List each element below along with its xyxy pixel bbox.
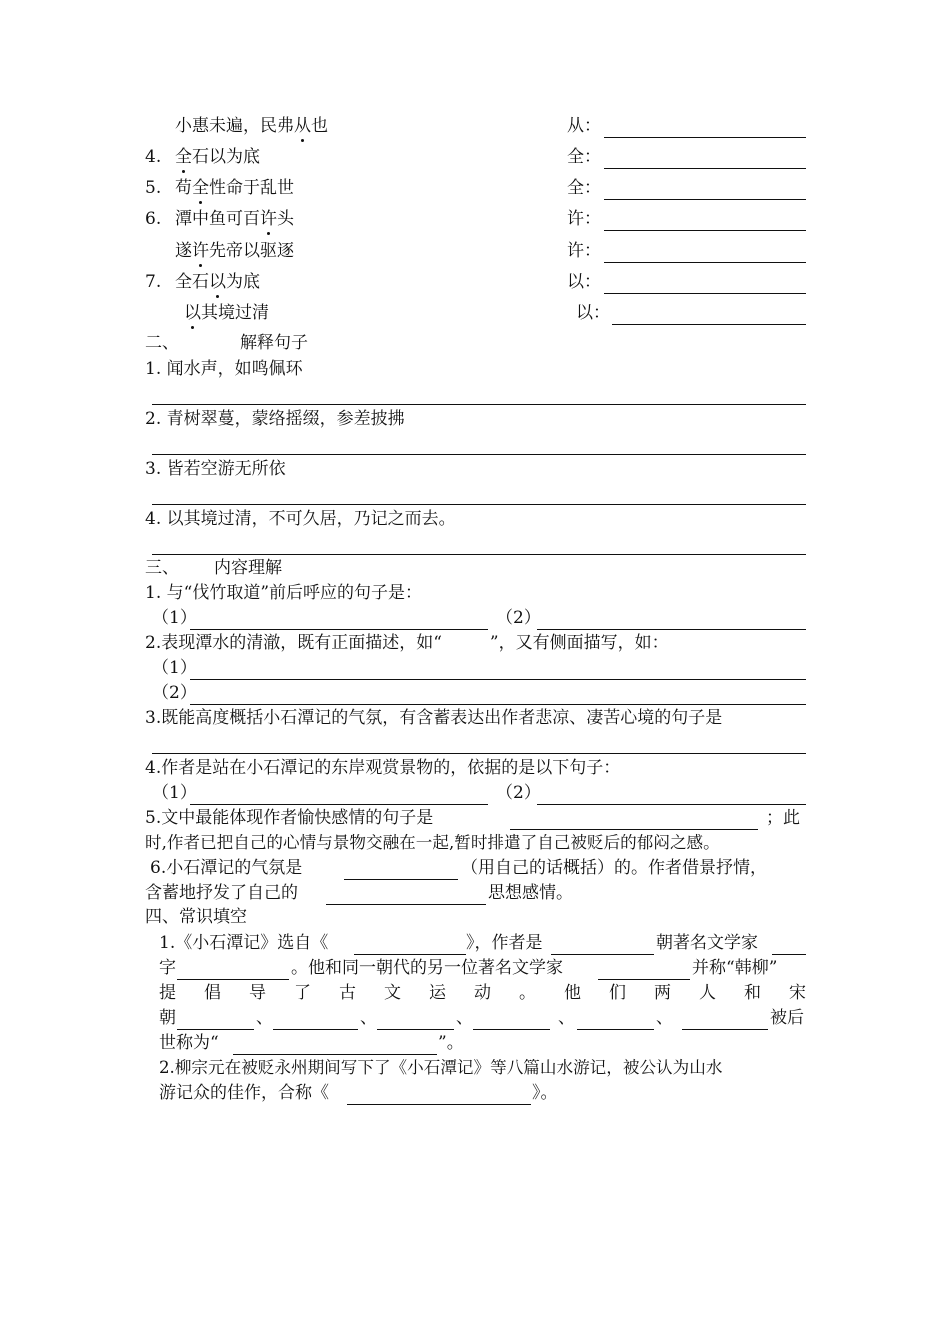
question-text: （用自己的话概括）的。作者借景抒情， — [461, 858, 767, 878]
answer-blank[interactable] — [577, 1029, 654, 1030]
question-text: 》，作者是 — [466, 933, 543, 953]
justified-char: 们 — [609, 983, 626, 1003]
question-text: 世称为“ — [159, 1033, 219, 1053]
answer-line[interactable] — [190, 629, 488, 630]
question-text: 2.柳宗元在被贬永州期间写下了《小石潭记》等八篇山水游记，被公认为山水 — [159, 1058, 723, 1077]
answer-line[interactable] — [152, 753, 806, 754]
question-text: 被后 — [770, 1008, 804, 1028]
answer-blank[interactable] — [604, 137, 806, 138]
word-sentence: 以其境过清 — [184, 303, 269, 323]
answer-line[interactable] — [152, 404, 806, 405]
word-sentence: 全石以为底 — [175, 147, 260, 167]
answer-line[interactable] — [326, 904, 486, 905]
item-number: 4. — [145, 147, 162, 167]
question-text: 6.小石潭记的气氛是 — [150, 858, 303, 878]
word-label: 许： — [567, 241, 601, 261]
question-text: 》。 — [532, 1083, 558, 1103]
item-number: 6. — [145, 209, 162, 229]
answer-blank[interactable] — [473, 1029, 550, 1030]
answer-line[interactable] — [190, 704, 806, 705]
part-label: （2） — [496, 783, 541, 803]
question-text: 1. 与“伐竹取道”前后呼应的句子是： — [145, 583, 423, 603]
question-text: 5.文中最能体现作者愉快感情的句子是 — [145, 808, 434, 828]
answer-blank[interactable] — [177, 979, 289, 980]
question-text — [159, 982, 806, 1004]
separator: 、 — [456, 1008, 473, 1028]
word-label: 全： — [567, 178, 601, 198]
separator: 、 — [656, 1008, 673, 1028]
question-text: 4. 以其境过清，不可久居，乃记之而去。 — [145, 509, 456, 529]
separator: 、 — [256, 1008, 273, 1028]
question-text: 1. 闻水声，如鸣佩环 — [145, 359, 303, 379]
word-sentence: 潭中鱼可百许头 — [175, 209, 294, 229]
word-sentence: 遂许先帝以驱逐 — [175, 241, 294, 261]
answer-line[interactable] — [190, 804, 488, 805]
part-label: （2） — [496, 608, 541, 628]
answer-blank[interactable] — [354, 954, 466, 955]
separator: 、 — [360, 1008, 377, 1028]
justified-char: 了 — [294, 983, 311, 1003]
answer-blank[interactable] — [604, 293, 806, 294]
justified-char: 和 — [744, 983, 761, 1003]
question-text: 字 — [159, 958, 176, 978]
justified-char: 运 — [429, 983, 446, 1003]
answer-line[interactable] — [537, 629, 806, 630]
item-number: 5. — [145, 178, 162, 198]
answer-blank[interactable] — [612, 324, 806, 325]
answer-blank[interactable] — [598, 979, 690, 980]
justified-char: 倡 — [204, 983, 221, 1003]
question-text: 朝著名文学家 — [656, 933, 758, 953]
part-label: （1） — [152, 783, 197, 803]
answer-blank[interactable] — [772, 954, 806, 955]
justified-char: 宋 — [789, 983, 806, 1003]
question-text: 时,作者已把自己的心情与景物交融在一起,暂时排遣了自己被贬后的郁闷之感。 — [145, 833, 720, 852]
question-text: 。他和同一朝代的另一位著名文学家 — [291, 958, 563, 978]
question-text: 思想感情。 — [488, 883, 573, 903]
answer-line[interactable] — [537, 804, 806, 805]
answer-blank[interactable] — [273, 1029, 358, 1030]
question-text: 4.作者是站在小石潭记的东岸观赏景物的，依据的是以下句子： — [145, 758, 621, 778]
justified-char: 他 — [564, 983, 581, 1003]
part-label: （2） — [152, 683, 197, 703]
answer-blank[interactable] — [604, 230, 806, 231]
answer-blank[interactable] — [233, 1054, 437, 1055]
question-text: 游记众的佳作，合称《 — [159, 1083, 329, 1103]
justified-char: 动 — [474, 983, 491, 1003]
item-number: 7. — [145, 272, 162, 292]
answer-blank[interactable] — [551, 954, 654, 955]
part-label: （1） — [152, 608, 197, 628]
word-sentence: 小惠未遍，民弗从也 — [175, 116, 328, 136]
part-label: （1） — [152, 658, 197, 678]
section-number: 三、 — [145, 558, 179, 578]
section-number: 二、 — [145, 333, 179, 353]
question-text: 2.表现潭水的清澈，既有正面描述，如“ ”，又有侧面描写，如： — [145, 633, 669, 653]
word-sentence: 全石以为底 — [175, 272, 260, 292]
justified-char: 导 — [249, 983, 266, 1003]
answer-blank[interactable] — [682, 1029, 768, 1030]
question-text: 并称“韩柳” — [692, 958, 778, 978]
word-label: 全： — [567, 147, 601, 167]
answer-line[interactable] — [510, 829, 758, 830]
answer-blank[interactable] — [604, 262, 806, 263]
question-text: ；此 — [766, 808, 800, 828]
separator: 、 — [558, 1008, 575, 1028]
question-text: 朝 — [159, 1008, 176, 1028]
justified-char: 古 — [339, 983, 356, 1003]
question-text: 3. 皆若空游无所依 — [145, 459, 286, 479]
question-text: 1.《小石潭记》选自《 — [159, 933, 329, 953]
word-label: 以： — [576, 303, 610, 323]
question-text: 含蓄地抒发了自己的 — [145, 883, 298, 903]
question-text: 2. 青树翠蔓，蒙络摇缀，参差披拂 — [145, 409, 405, 429]
answer-blank[interactable] — [604, 199, 806, 200]
word-label: 以： — [567, 272, 601, 292]
answer-line[interactable] — [190, 679, 806, 680]
justified-char: 两 — [654, 983, 671, 1003]
word-label: 许： — [567, 209, 601, 229]
answer-line[interactable] — [152, 504, 806, 505]
answer-blank[interactable] — [177, 1029, 254, 1030]
answer-line[interactable] — [152, 554, 806, 555]
answer-blank[interactable] — [377, 1029, 454, 1030]
answer-blank[interactable] — [347, 1104, 531, 1105]
question-text: ”。 — [438, 1033, 464, 1053]
answer-line[interactable] — [344, 879, 458, 880]
word-sentence: 苟全性命于乱世 — [175, 178, 294, 198]
answer-blank[interactable] — [604, 168, 806, 169]
section-heading: 解释句子 — [240, 333, 308, 353]
question-text: 3.既能高度概括小石潭记的气氛，有含蓄表达出作者悲凉、凄苦心境的句子是 — [145, 708, 723, 728]
word-label: 从： — [567, 116, 601, 136]
justified-char: 。 — [519, 983, 536, 1003]
section-heading: 四、常识填空 — [145, 907, 247, 927]
justified-char: 提 — [159, 983, 176, 1003]
section-heading: 内容理解 — [214, 558, 282, 578]
justified-char: 文 — [384, 983, 401, 1003]
answer-line[interactable] — [152, 454, 806, 455]
justified-char: 人 — [699, 983, 716, 1003]
